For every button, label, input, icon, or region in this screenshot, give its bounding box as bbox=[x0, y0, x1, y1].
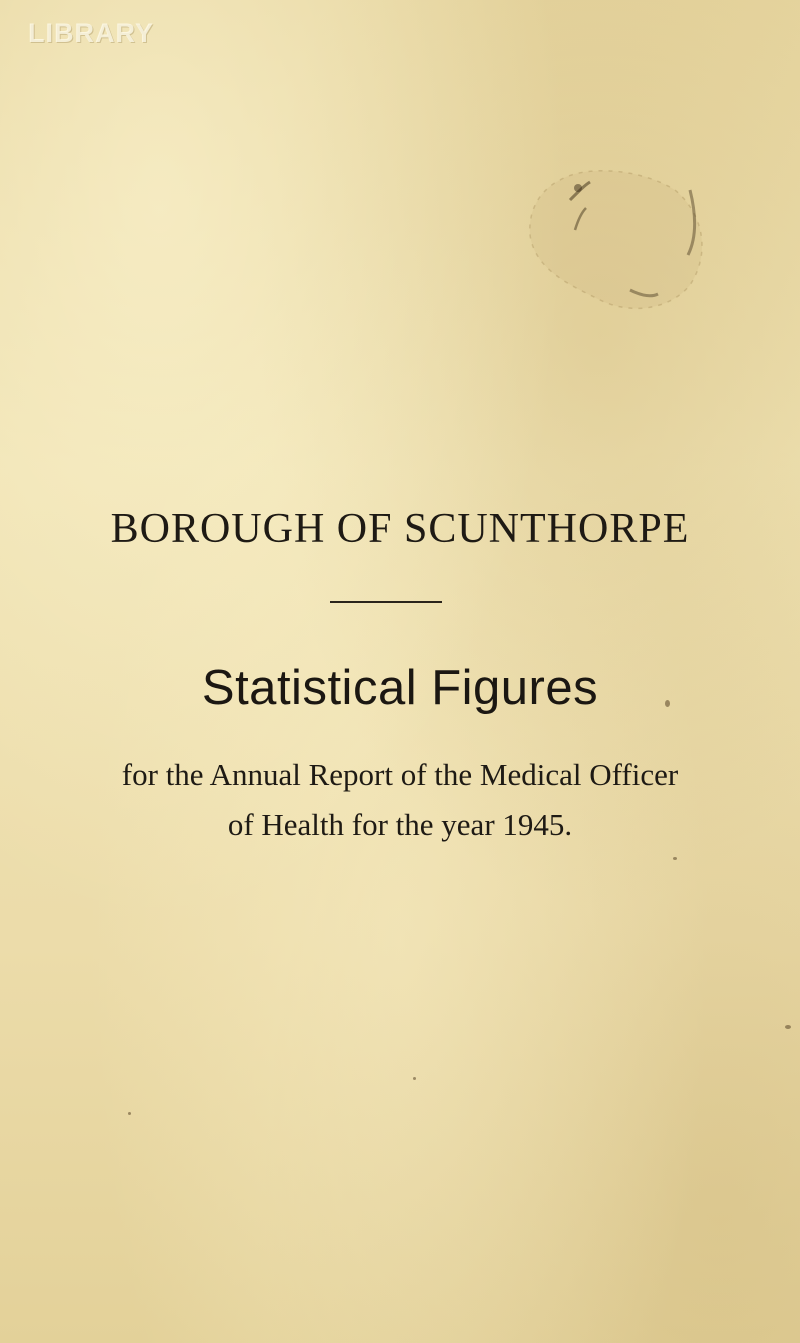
title-divider bbox=[330, 601, 442, 603]
paper-speck bbox=[785, 1025, 791, 1029]
paper-stain bbox=[490, 160, 720, 340]
paper-speck bbox=[665, 700, 670, 707]
organisation-heading: BOROUGH OF SCUNTHORPE bbox=[110, 506, 690, 552]
paper-speck bbox=[413, 1077, 416, 1080]
document-title: Statistical Figures bbox=[201, 661, 599, 715]
subtitle-line-1: for the Annual Report of the Medical Officer bbox=[121, 757, 679, 792]
subtitle-line-2: of Health for the year 1945. bbox=[227, 807, 573, 842]
paper-speck bbox=[673, 857, 677, 860]
paper-speck bbox=[128, 1112, 131, 1115]
library-stamp: LIBRARY bbox=[28, 18, 154, 48]
